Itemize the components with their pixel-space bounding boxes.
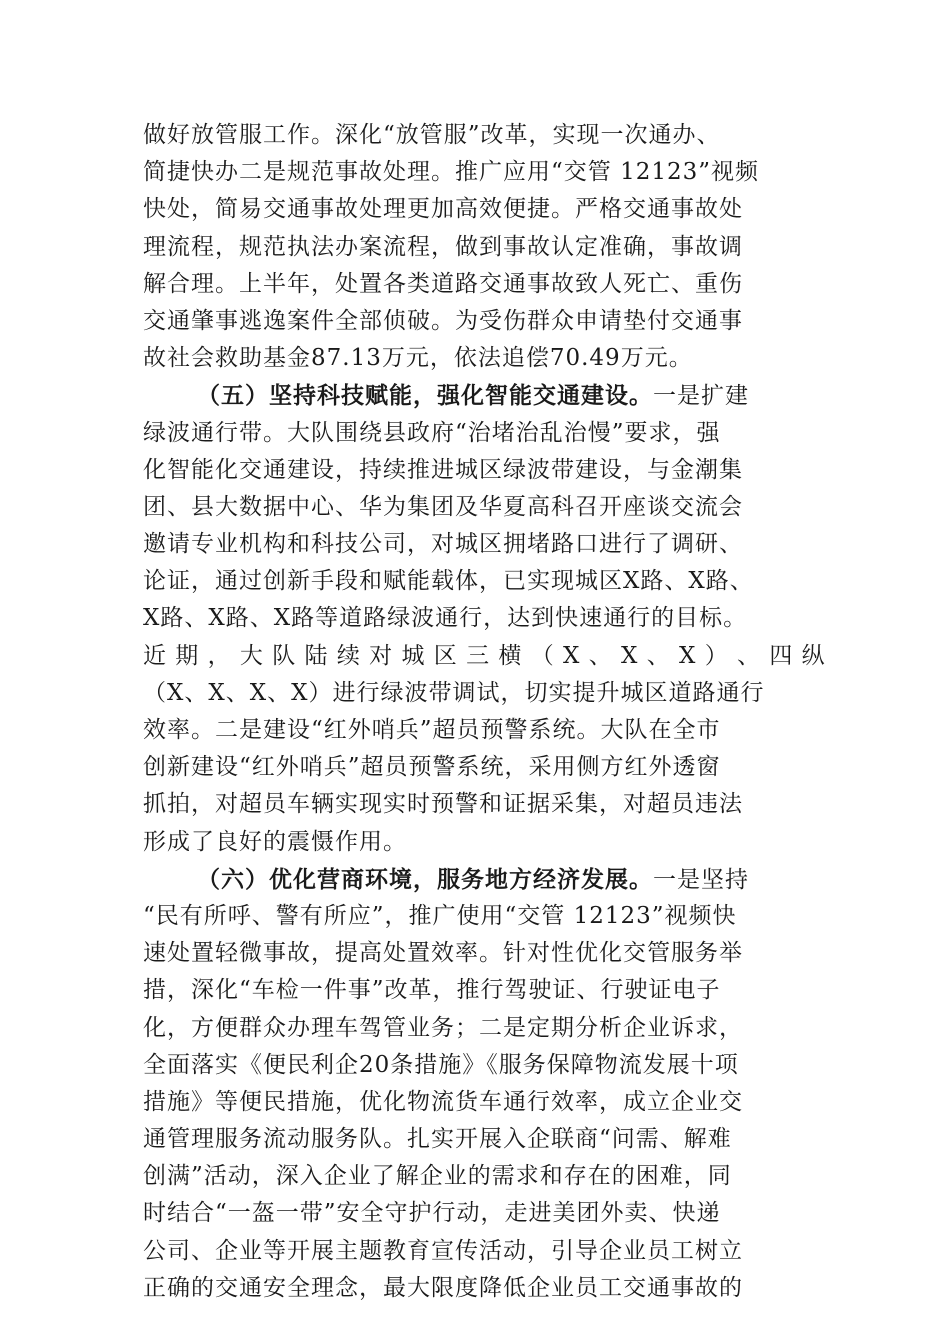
text-line: 解合理。上半年，处置各类道路交通事故致人死亡、重伤 <box>143 270 743 297</box>
text-line: 交通肇事逃逸案件全部侦破。为受伤群众申请垫付交通事 <box>143 307 743 334</box>
section-heading-6: （六）优化营商环境，服务地方经济发展。 <box>197 865 653 893</box>
text-line: 速处置轻微事故，提高处置效率。针对性优化交管服务举 <box>143 940 743 967</box>
text-line: （X、X、X、X）进行绿波带调试，切实提升城区道路通行 <box>143 679 765 706</box>
text-line: 创新建设“红外哨兵”超员预警系统，采用侧方红外透窗 <box>143 754 721 781</box>
text-line: 创满”活动，深入企业了解企业的需求和存在的困难，同 <box>143 1163 732 1190</box>
text-line: 化智能化交通建设，持续推进城区绿波带建设，与金潮集 <box>143 456 743 483</box>
text-line: 通管理服务流动服务队。扎实开展入企联商“问需、解难 <box>143 1126 732 1153</box>
section-heading-5: （五）坚持科技赋能，强化智能交通建设。 <box>197 382 653 410</box>
text-line: 效率。二是建设“红外哨兵”超员预警系统。大队在全市 <box>143 717 721 743</box>
document-body <box>143 117 826 1307</box>
text-line: 理流程，规范执法办案流程，做到事故认定准确，事故调 <box>143 233 743 260</box>
text-line: 化，方便群众办理车驾管业务；二是定期分析企业诉求， <box>143 1014 743 1041</box>
text-line: 措施》等便民措施，优化物流货车通行效率，成立企业交 <box>143 1088 743 1115</box>
text-line: 形成了良好的震慑作用。 <box>143 828 407 855</box>
text-line: 全面落实《便民利企20条措施》《服务保障物流发展十项 <box>143 1051 739 1078</box>
text-line: 团、县大数据中心、华为集团及华夏高科召开座谈交流会 <box>143 493 743 520</box>
text-line: 时结合“一盔一带”安全守护行动，走进美团外卖、快递 <box>143 1200 721 1227</box>
text-line: 简捷快办二是规范事故处理。推广应用“交管 12123”视频 <box>143 159 759 186</box>
text-line: 正确的交通安全理念，最大限度降低企业员工交通事故的 <box>143 1274 743 1301</box>
text-line: X路、X路、X路等道路绿波通行，达到快速通行的目标。 <box>143 605 748 632</box>
section-heading-line: （五）坚持科技赋能，强化智能交通建设。一是扩建 <box>197 382 749 410</box>
text-line: 公司、企业等开展主题教育宣传活动，引导企业员工树立 <box>143 1237 743 1264</box>
text-line: 绿波通行带。大队围绕县政府“治堵治乱治慢”要求，强 <box>143 419 721 446</box>
text-line: 故社会救助基金87.13万元，依法追偿70.49万元。 <box>143 345 693 372</box>
text-line: 措，深化“车检一件事”改革，推行驾驶证、行驶证电子 <box>143 977 721 1004</box>
text-line: 论证，通过创新手段和赋能载体，已实现城区X路、X路、 <box>143 568 754 595</box>
text-line: 近 期 ， 大 队 陆 续 对 城 区 三 横 （ X 、 X 、 X ） 、 四 纵 <box>143 642 826 669</box>
section-heading-line: （六）优化营商环境，服务地方经济发展。一是坚持 <box>197 865 749 893</box>
text-line: 抓拍，对超员车辆实现实时预警和证据采集，对超员违法 <box>143 791 743 818</box>
text-line: 快处，简易交通事故处理更加高效便捷。严格交通事故处 <box>143 196 743 223</box>
text-line: “民有所呼、警有所应”，推广使用“交管 12123”视频快 <box>143 902 737 929</box>
text-line: 邀请专业机构和科技公司，对城区拥堵路口进行了调研、 <box>143 531 743 558</box>
text-line: 做好放管服工作。深化“放管服”改革，实现一次通办、 <box>143 122 721 148</box>
